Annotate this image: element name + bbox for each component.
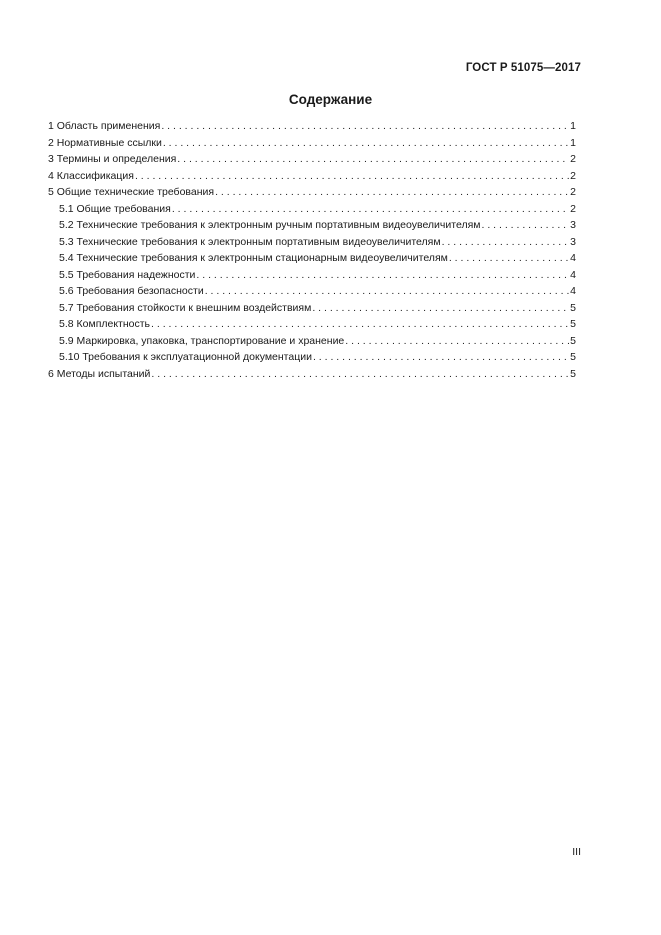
toc-entry-page: 3 (570, 219, 576, 231)
toc-entry-page: 2 (570, 202, 576, 215)
toc-entry-text: 5.1 Общие требования (59, 202, 171, 215)
toc-entry-text: 5.9 Маркировка, упаковка, транспортирование и хранение (59, 334, 345, 347)
toc-entry-2[interactable] (48, 137, 576, 154)
toc-entry-5-2[interactable] (48, 219, 576, 236)
table-of-contents (48, 120, 576, 384)
toc-leader-dots (172, 203, 569, 215)
toc-leader-dots (177, 153, 569, 165)
toc-entry-5-4[interactable] (48, 252, 576, 269)
toc-entry-5-7[interactable] (48, 302, 576, 319)
toc-entry-text: 6 Методы испытаний (48, 367, 151, 380)
toc-entry-3[interactable] (48, 153, 576, 170)
toc-entry-page: 4 (570, 268, 576, 281)
toc-entry-5[interactable] (48, 186, 576, 203)
toc-leader-dots (442, 236, 570, 248)
toc-entry-page: 2 (570, 153, 576, 165)
toc-leader-dots (481, 219, 569, 231)
toc-leader-dots (312, 302, 569, 314)
toc-leader-dots (215, 186, 569, 198)
toc-entry-5-3[interactable] (48, 236, 576, 253)
toc-entry-text: 5 Общие технические требования (48, 186, 215, 198)
toc-entry-page: 4 (570, 285, 576, 297)
toc-entry-text: 5.10 Требования к эксплуатационной документации (59, 351, 312, 363)
toc-entry-text: 5.7 Требования стойкости к внешним воздействиям (59, 301, 312, 314)
toc-leader-dots (196, 269, 569, 281)
toc-leader-dots (163, 137, 569, 149)
toc-leader-dots (449, 252, 569, 264)
toc-leader-dots (161, 120, 569, 132)
toc-entry-text: 5.2 Технические требования к электронным ручным портативным видеоувеличителям (59, 219, 481, 231)
toc-leader-dots (135, 170, 569, 182)
toc-entry-5-6[interactable] (48, 285, 576, 302)
page-number: III (572, 846, 581, 858)
toc-title: Содержание (288, 92, 373, 107)
toc-entry-page: 5 (570, 334, 576, 347)
toc-entry-page: 4 (570, 252, 576, 264)
toc-leader-dots (151, 318, 569, 330)
toc-leader-dots (151, 368, 569, 380)
toc-entry-text: 5.6 Требования безопасности (59, 285, 204, 297)
toc-entry-text: 5.8 Комплектность (59, 318, 151, 330)
toc-entry-text: 2 Нормативные ссылки (48, 136, 162, 149)
toc-entry-text: 3 Термины и определения (48, 153, 177, 165)
toc-entry-text: 5.5 Требования надежности (59, 268, 196, 281)
toc-entry-text: 4 Классификация (48, 169, 134, 182)
toc-entry-6[interactable] (48, 368, 576, 385)
toc-entry-page: 5 (570, 367, 576, 380)
toc-entry-1[interactable] (48, 120, 576, 137)
toc-entry-5-9[interactable] (48, 335, 576, 352)
toc-entry-page: 5 (570, 351, 576, 363)
standard-code: ГОСТ Р 51075—2017 (465, 62, 581, 74)
toc-leader-dots (205, 285, 569, 297)
toc-entry-page: 1 (570, 136, 576, 149)
toc-entry-page: 5 (570, 318, 576, 330)
toc-entry-page: 3 (570, 235, 576, 248)
toc-entry-5-10[interactable] (48, 351, 576, 368)
toc-leader-dots (313, 351, 569, 363)
toc-entry-page: 2 (570, 186, 576, 198)
toc-entry-page: 5 (570, 301, 576, 314)
toc-entry-page: 1 (570, 120, 576, 132)
toc-entry-5-5[interactable] (48, 269, 576, 286)
toc-entry-page: 2 (570, 169, 576, 182)
toc-entry-4[interactable] (48, 170, 576, 187)
toc-entry-text: 1 Область применения (48, 120, 161, 132)
toc-leader-dots (345, 335, 569, 347)
toc-entry-text: 5.3 Технические требования к электронным портативным видеоувеличителям (59, 235, 441, 248)
toc-entry-5-1[interactable] (48, 203, 576, 220)
toc-entry-5-8[interactable] (48, 318, 576, 335)
toc-entry-text: 5.4 Технические требования к электронным стационарным видеоувеличителям (59, 252, 448, 264)
